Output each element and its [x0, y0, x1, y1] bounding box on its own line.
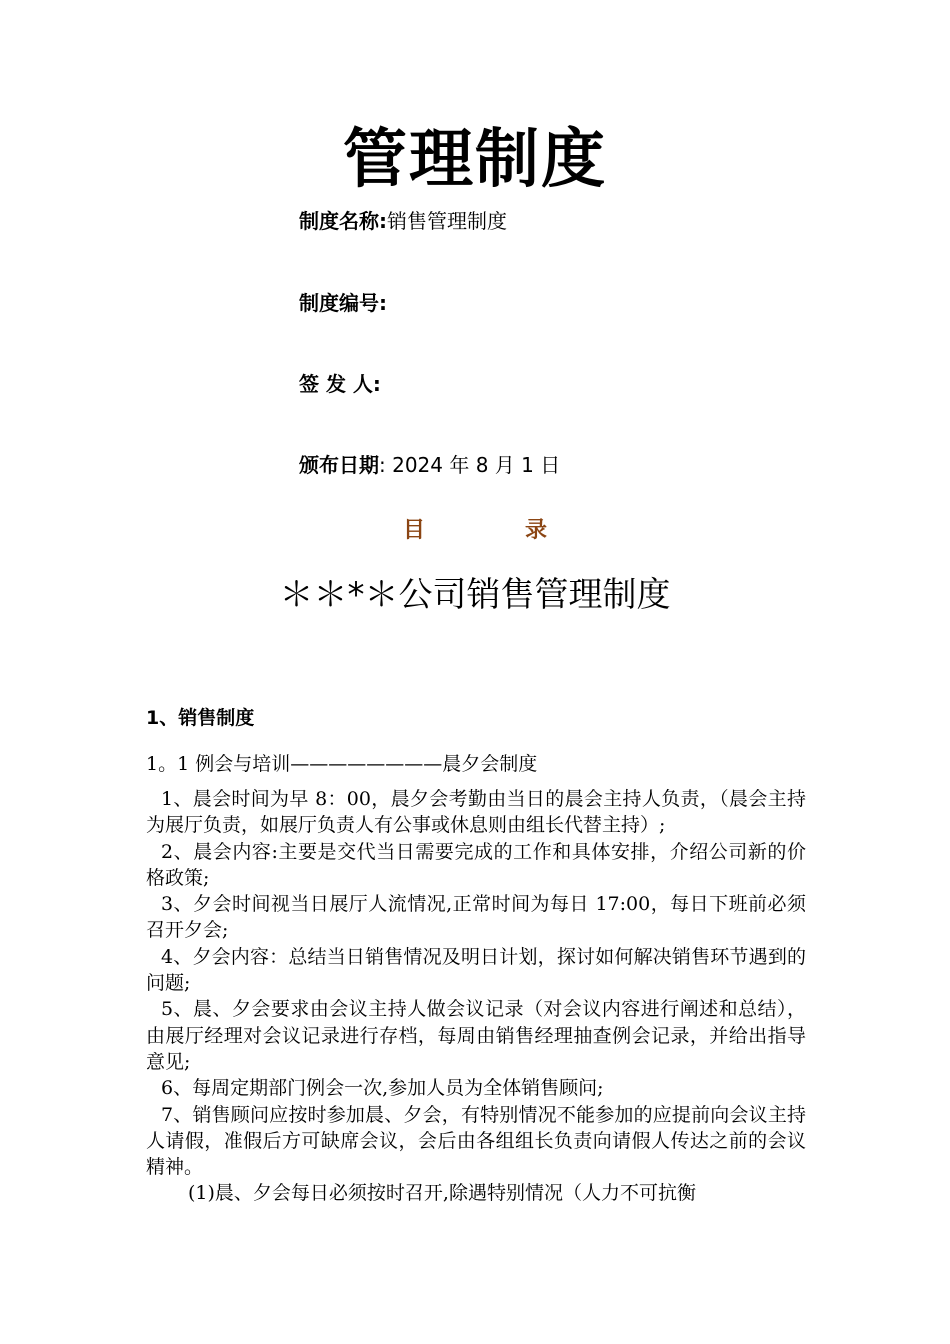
paragraph-3: 3、夕会时间视当日展厅人流情况,正常时间为每日 17:00，每日下班前必须召开夕会; — [146, 893, 806, 942]
toc-heading — [0, 516, 950, 546]
meta-date-row — [299, 452, 560, 478]
body-text — [146, 786, 806, 1207]
paragraph-6: 6、每周定期部门例会一次,参加人员为全体销售顾问; — [161, 1077, 604, 1100]
section-heading: 1、销售制度 — [146, 707, 255, 729]
subsection-heading: 1。1 例会与培训————————晨夕会制度 — [146, 753, 538, 775]
meta-date-value: : 2024 年 8 月 1 日 — [379, 453, 561, 477]
toc-char-1: 目 — [402, 518, 425, 543]
paragraph-5: 5、晨、夕会要求由会议主持人做会议记录（对会议内容进行阐述和总结），由展厅经理对会议记录进行存档，每周由销售经理抽查例会记录，并给出指导意见; — [146, 998, 806, 1073]
paragraph-4: 4、夕会内容：总结当日销售情况及明日计划，探讨如何解决销售环节遇到的问题; — [146, 945, 806, 995]
meta-name-label: 制度名称: — [299, 209, 387, 233]
meta-name-value: 销售管理制度 — [387, 209, 507, 233]
meta-issuer-row — [299, 371, 381, 397]
meta-name-row — [299, 208, 507, 234]
meta-number-row — [299, 290, 387, 316]
meta-date-label: 颁布日期 — [299, 453, 379, 477]
company-title: ＊＊*＊公司销售管理制度 — [279, 575, 671, 615]
meta-number-label: 制度编号: — [299, 291, 387, 315]
meta-issuer-label: 签 发 人: — [299, 372, 381, 396]
toc-char-2: 录 — [525, 518, 548, 543]
paragraph-8: (1)晨、夕会每日必须按时召开,除遇特别情况（人力不可抗衡 — [188, 1182, 696, 1205]
paragraph-1: 1、晨会时间为早 8：00，晨夕会考勤由当日的晨会主持人负责，（晨会主持为展厅负责，如展厅负责人有公事或休息则由组长代替主持）; — [146, 788, 806, 837]
paragraph-7: 7、销售顾问应按时参加晨、夕会，有特别情况不能参加的应提前向会议主持人请假，准假后方可缺席会议，会后由各组组长负责向请假人传达之前的会议精神。 — [146, 1103, 806, 1179]
document-title: 管理制度 — [343, 123, 607, 197]
paragraph-2: 2、晨会内容:主要是交代当日需要完成的工作和具体安排，介绍公司新的价格政策; — [146, 840, 806, 889]
